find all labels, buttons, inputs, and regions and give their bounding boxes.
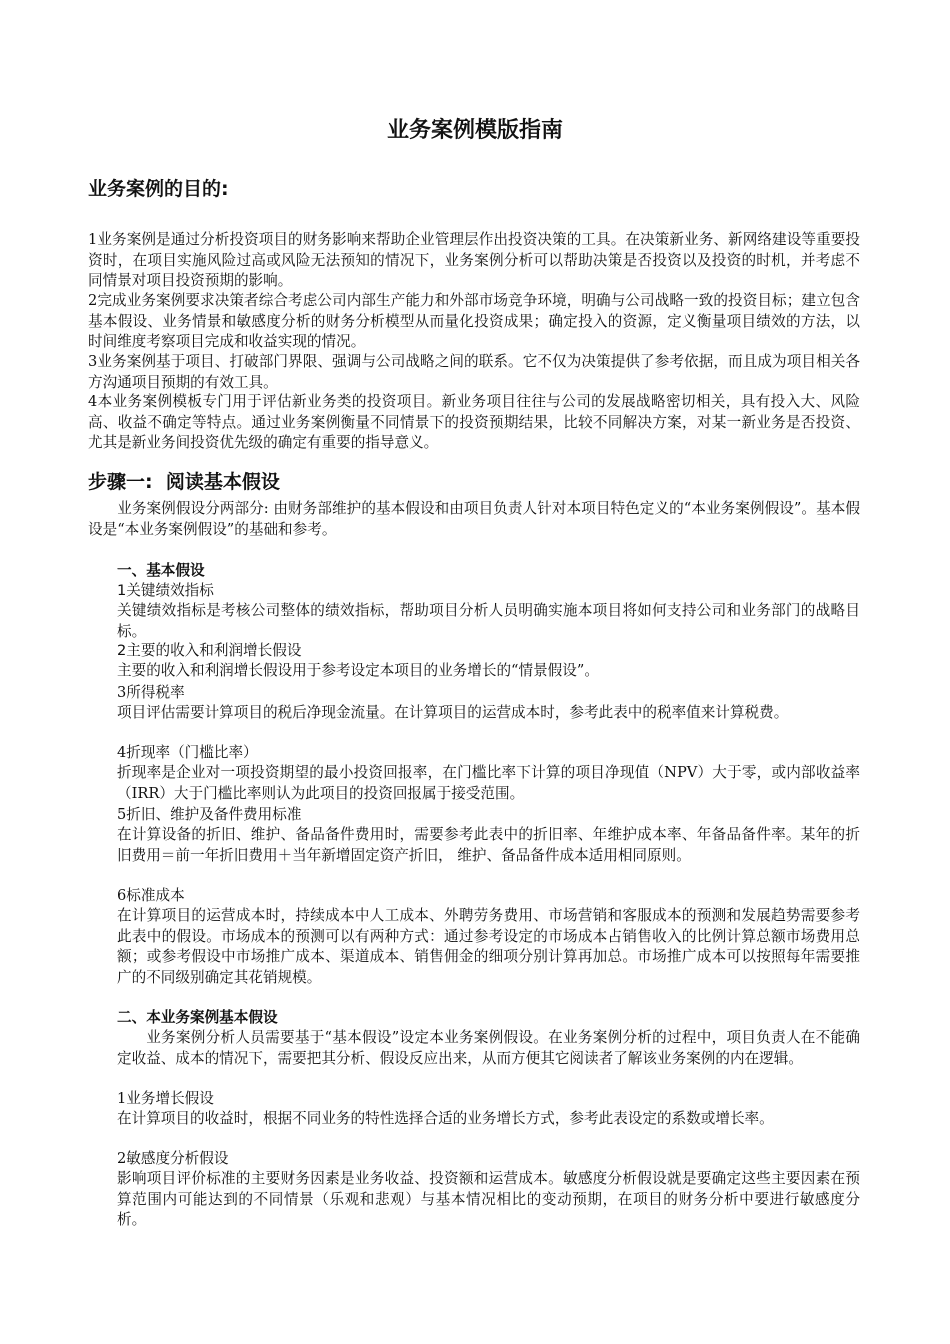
kpi-item-text: 关键绩效指标是考核公司整体的绩效指标，帮助项目分析人员明确实施本项目将如何支持公司和业务部门的战略目标。 <box>117 602 860 640</box>
page-title: 业务案例模版指南 <box>386 118 563 143</box>
item-label: 标准成本 <box>126 887 185 904</box>
item-label: 关键绩效指标 <box>126 582 214 599</box>
revenue-item-title <box>117 641 301 661</box>
purpose-paragraph-2: 2完成业务案例要求决策者综合考虑公司内部生产能力和外部市场竞争环境，明确与公司战略一致的投资目标；建立包含基本假设、业务情景和敏感度分析的财务分析模型从而量化投资成果；确定投入的资源，定义衡量项目绩效的方法，以时间维度考察项目完成和收益实现的情况。 <box>88 292 860 351</box>
growth-item-text: 在计算项目的收益时，根据不同业务的特性选择合适的业务增长方式，参考此表设定的系数或增长率。 <box>117 1110 774 1127</box>
item-label: 业务增长假设 <box>126 1090 214 1107</box>
purpose-heading: 业务案例的目的: <box>88 178 229 200</box>
sensitivity-item-title <box>117 1149 228 1169</box>
item-number: 3 <box>117 684 127 701</box>
item-number: 2 <box>117 642 127 659</box>
step1-intro: 业务案例假设分两部分: 由财务部维护的基本假设和由项目负责人针对本项目特色定义的“本业务案例假设”。基本假设是“本业务案例假设”的基础和参考。 <box>88 500 860 538</box>
purpose-paragraph-1: 1业务案例是通过分析投资项目的财务影响来帮助企业管理层作出投资决策的工具。在决策新业务、新网络建设等重要投资时，在项目实施风险过高或风险无法预知的情况下，业务案例分析可以帮助决策是否投资以及投资的时机，并考虑不同情景对项目投资预期的影响。 <box>88 231 860 290</box>
item-number: 6 <box>117 887 127 904</box>
discount-item-title <box>117 743 258 763</box>
section2-intro: 业务案例分析人员需要基于“基本假设”设定本业务案例假设。在业务案例分析的过程中，项目负责人在不能确定收益、成本的情况下，需要把其分析、假设反应出来，从而方便其它阅读者了解该业务案例的内在逻辑。 <box>117 1029 860 1067</box>
step1-heading: 步骤一: 阅读基本假设 <box>88 471 280 493</box>
section2-heading: 二、本业务案例基本假设 <box>117 1009 278 1026</box>
standard-cost-item-text: 在计算项目的运营成本时，持续成本中人工成本、外聘劳务费用、市场营销和客服成本的预测和发展趋势需要参考此表中的假设。市场成本的预测可以有两种方式：通过参考设定的市场成本占销售收入的比例计算总额市场费用总额；或参考假设中市场推广成本、渠道成本、销售佣金的细项分别计算再加总。市场推广成本可以按照每年需要推广的不同级别确定其花销规模。 <box>117 907 860 986</box>
item-label: 敏感度分析假设 <box>126 1150 229 1167</box>
item-number: 1 <box>117 582 127 599</box>
tax-item-text: 项目评估需要计算项目的税后净现金流量。在计算项目的运营成本时，参考此表中的税率值来计算税费。 <box>117 704 789 721</box>
item-label: 折旧、维护及备件费用标准 <box>126 806 302 823</box>
item-number: 4 <box>117 744 127 761</box>
discount-item-text: 折现率是企业对一项投资期望的最小投资回报率，在门槛比率下计算的项目净现值（NPV）大于零，或内部收益率（IRR）大于门槛比率则认为此项目的投资回报属于接受范围。 <box>117 764 860 802</box>
item-number: 5 <box>117 806 127 823</box>
section1-heading: 一、基本假设 <box>117 562 205 579</box>
item-number: 2 <box>117 1150 127 1167</box>
standard-cost-item-title <box>117 886 185 906</box>
purpose-paragraph-4: 4本业务案例模板专门用于评估新业务类的投资项目。新业务项目往往与公司的发展战略密切相关，具有投入大、风险高、收益不确定等特点。通过业务案例衡量不同情景下的投资预期结果，比较不同解决方案，对某一新业务是否投资、尤其是新业务间投资优先级的确定有重要的指导意义。 <box>88 393 860 452</box>
growth-item-title <box>117 1089 214 1109</box>
purpose-paragraph-3: 3业务案例基于项目、打破部门界限、强调与公司战略之间的联系。它不仅为决策提供了参考依据，而且成为项目相关各方沟通项目预期的有效工具。 <box>88 353 860 391</box>
sensitivity-item-text: 影响项目评价标准的主要财务因素是业务收益、投资额和运营成本。敏感度分析假设就是要确定这些主要因素在预算范围内可能达到的不同情景（乐观和悲观）与基本情况相比的变动预期，在项目的财务分析中要进行敏感度分析。 <box>117 1170 860 1229</box>
item-number: 1 <box>117 1090 127 1107</box>
item-label: 主要的收入和利润增长假设 <box>126 642 302 659</box>
kpi-item-title <box>117 581 214 601</box>
item-label: 所得税率 <box>126 684 185 701</box>
depreciation-item-text: 在计算设备的折旧、维护、备品备件费用时，需要参考此表中的折旧率、年维护成本率、年备品备件率。某年的折旧费用＝前一年折旧费用＋当年新增固定资产折旧， 维护、备品备件成本适用相同原则。 <box>117 826 860 864</box>
revenue-item-text: 主要的收入和利润增长假设用于参考设定本项目的业务增长的“情景假设”。 <box>117 662 599 679</box>
depreciation-item-title <box>117 805 301 825</box>
item-label: 折现率（门槛比率） <box>126 744 258 761</box>
tax-item-title <box>117 683 185 703</box>
